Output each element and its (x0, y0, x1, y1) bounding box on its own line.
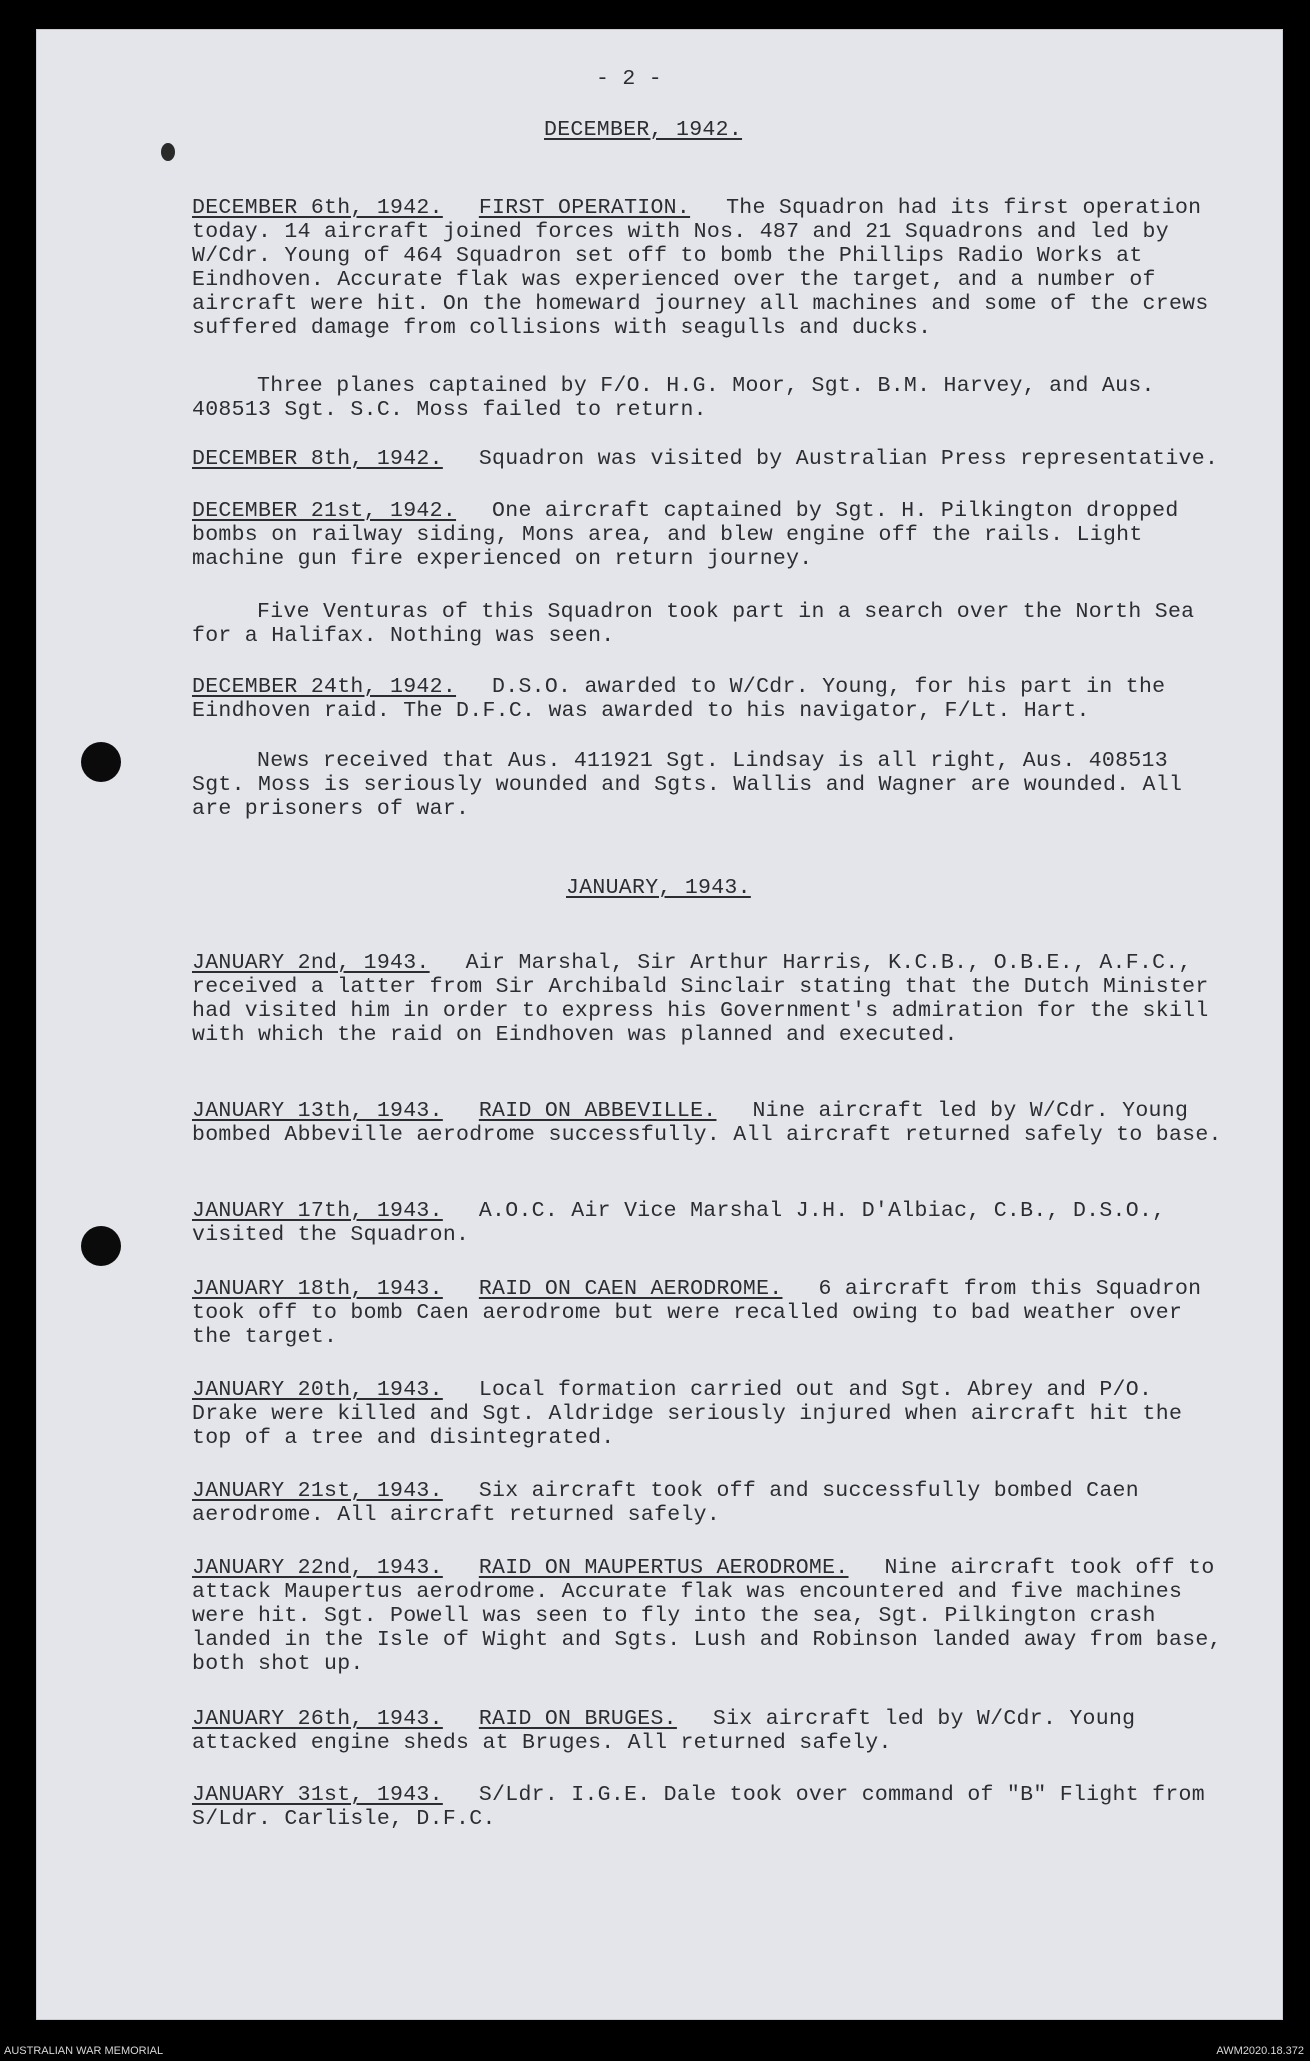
typed-page (36, 29, 1283, 2020)
entry-dec-24 (192, 675, 1222, 723)
page-number: - 2 - (596, 67, 663, 91)
entry-date: JANUARY 20th, 1943. (192, 1378, 443, 1402)
entry-date: JANUARY 13th, 1943. (192, 1099, 443, 1123)
entry-heading: FIRST OPERATION. (478, 196, 691, 220)
entry-date: JANUARY 17th, 1943. (192, 1199, 443, 1223)
paragraph-dec-21-search: Five Venturas of this Squadron took part in a search over the North Sea for a Halifax. Nothing was seen. (192, 600, 1195, 648)
archive-footer (0, 2042, 1310, 2061)
entry-heading: RAID ON ABBEVILLE. (478, 1099, 717, 1123)
entry-text: S/Ldr. I.G.E. Dale took over command of "B" Flight from S/Ldr. Carlisle, D.F.C. (192, 1783, 1205, 1831)
entry-text: Air Marshal, Sir Arthur Harris, K.C.B., O.B.E., A.F.C., received a latter from Sir Archibald Sinclair stating that the Dutch Minister had visited him in order to express his Government's admiration for the skill with which the raid on Eindhoven was planned and executed. (192, 951, 1209, 1047)
entry-date: JANUARY 18th, 1943. (192, 1277, 443, 1301)
entry-date: JANUARY 22nd, 1943. (192, 1556, 443, 1580)
entry-jan-31 (192, 1783, 1222, 1831)
footer-institution: AUSTRALIAN WAR MEMORIAL (4, 2045, 164, 2057)
entry-text: One aircraft captained by Sgt. H. Pilkington dropped bombs on railway siding, Mons area, and blew engine off the rails. Light machine gun fire experienced on return journey. (192, 499, 1179, 571)
entry-text: Six aircraft took off and successfully bombed Caen aerodrome. All aircraft returned safely. (192, 1479, 1139, 1527)
entry-text: The Squadron had its first operation today. 14 aircraft joined forces with Nos. 487 and 21 Squadrons and led by W/Cdr. Young of 464 Squadron set off to bomb the Phillips Radio Works at Eindhoven. Accurate flak was experienced over the target, and a number of aircraft were hit. On the homeward journey all machines and some of the crews suffered damage from collisions with seagulls and ducks. (192, 196, 1209, 340)
entry-dec-6 (192, 196, 1222, 340)
entry-date: JANUARY 31st, 1943. (192, 1783, 443, 1807)
entry-jan-22 (192, 1556, 1222, 1676)
entry-dec-8 (192, 447, 1222, 471)
entry-text: Six aircraft led by W/Cdr. Young attacked engine sheds at Bruges. All returned safely. (192, 1707, 1136, 1755)
entry-date: DECEMBER 8th, 1942. (192, 447, 443, 471)
entry-jan-17 (192, 1199, 1222, 1247)
entry-jan-21 (192, 1479, 1222, 1527)
entry-text: A.O.C. Air Vice Marshal J.H. D'Albiac, C.B., D.S.O., visited the Squadron. (192, 1199, 1166, 1247)
entry-jan-18 (192, 1277, 1222, 1349)
entry-text: Squadron was visited by Australian Press representative. (478, 447, 1219, 471)
entry-text: D.S.O. awarded to W/Cdr. Young, for his part in the Eindhoven raid. The D.F.C. was awarded to his navigator, F/Lt. Hart. (192, 675, 1166, 723)
page-text (36, 29, 1283, 2020)
entry-date: DECEMBER 24th, 1942. (192, 675, 457, 699)
month-heading-january: JANUARY, 1943. (566, 876, 751, 900)
entry-text: Nine aircraft took off to attack Maupertus aerodrome. Accurate flak was encountered and five machines were hit. Sgt. Powell was seen to fly into the sea, Sgt. Pilkington crash landed in the Isle of Wight and Sgts. Lush and Robinson landed away from base, both shot up. (192, 1556, 1222, 1676)
paragraph-dec-24-news: News received that Aus. 411921 Sgt. Lindsay is all right, Aus. 408513 Sgt. Moss is seriously wounded and Sgts. Wallis and Wagner are wounded. All are prisoners of war. (192, 749, 1183, 821)
entry-jan-2 (192, 951, 1222, 1047)
entry-heading: RAID ON BRUGES. (478, 1707, 677, 1731)
entry-jan-26 (192, 1707, 1222, 1755)
entry-text: 6 aircraft from this Squadron took off to bomb Caen aerodrome but were recalled owing to bad weather over the target. (192, 1277, 1202, 1349)
entry-date: DECEMBER 21st, 1942. (192, 499, 457, 523)
entry-date: JANUARY 21st, 1943. (192, 1479, 443, 1503)
footer-reference: AWM2020.18.372 (1216, 2045, 1304, 2057)
entry-text: Nine aircraft led by W/Cdr. Young bombed Abbeville aerodrome successfully. All aircraft returned safely to base. (192, 1099, 1222, 1147)
entry-date: JANUARY 2nd, 1943. (192, 951, 430, 975)
month-heading-december: DECEMBER, 1942. (544, 118, 743, 142)
entry-heading: RAID ON CAEN AERODROME. (478, 1277, 783, 1301)
entry-jan-20 (192, 1378, 1222, 1450)
entry-date: DECEMBER 6th, 1942. (192, 196, 443, 220)
entry-jan-13 (192, 1099, 1222, 1147)
entry-date: JANUARY 26th, 1943. (192, 1707, 443, 1731)
entry-text: Local formation carried out and Sgt. Abrey and P/O. Drake were killed and Sgt. Aldridge seriously injured when aircraft hit the top of a tree and disintegrated. (192, 1378, 1183, 1450)
entry-dec-21 (192, 499, 1222, 571)
entry-heading: RAID ON MAUPERTUS AERODROME. (478, 1556, 849, 1580)
paragraph-dec-6-missing: Three planes captained by F/O. H.G. Moor, Sgt. B.M. Harvey, and Aus. 408513 Sgt. S.C. Moss failed to return. (192, 374, 1155, 422)
